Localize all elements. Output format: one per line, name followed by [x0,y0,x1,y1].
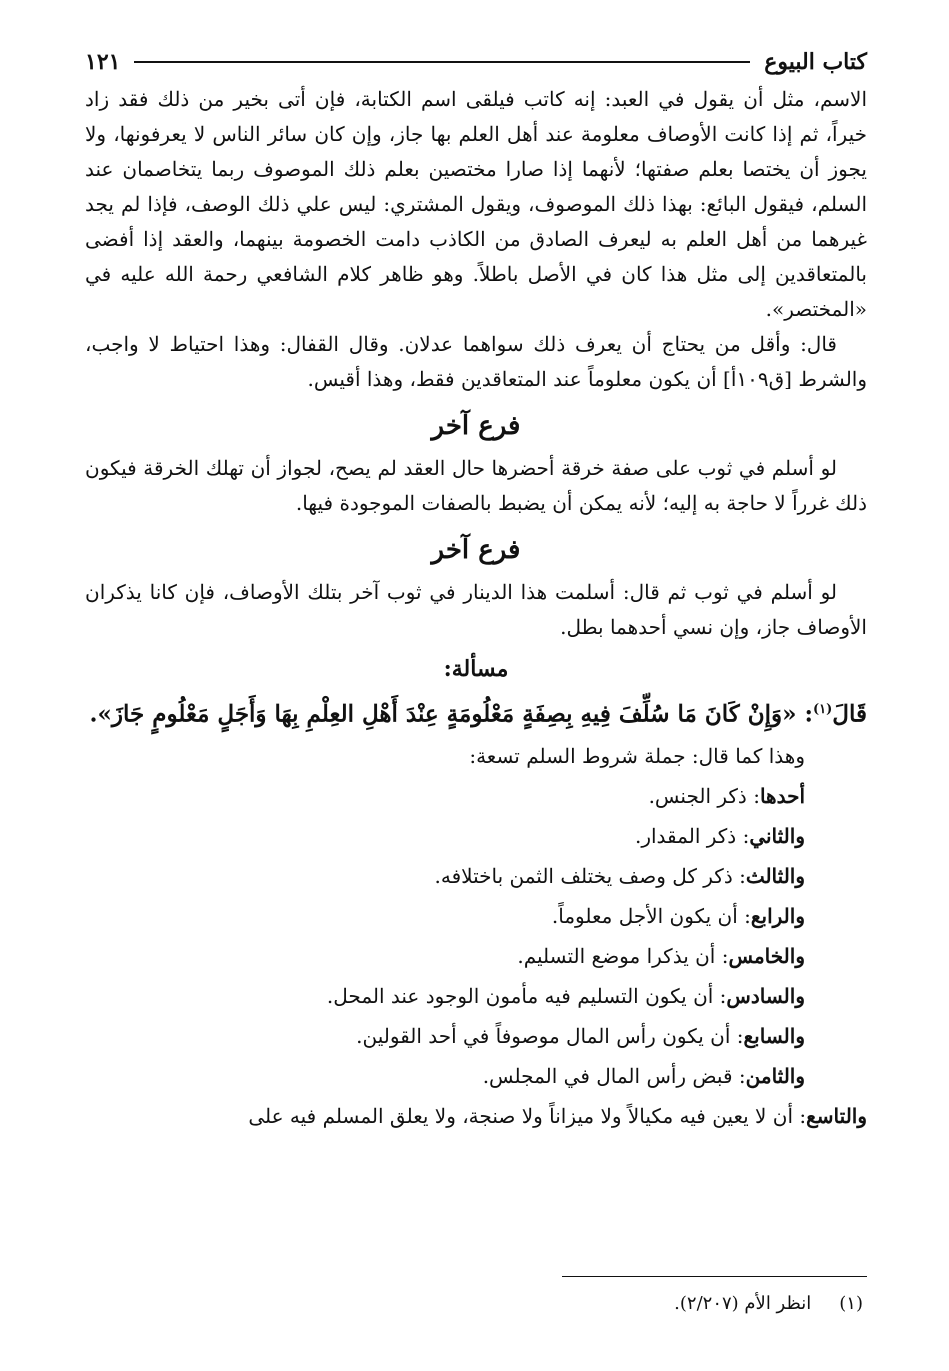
header-rule [134,61,750,63]
footnote-text: انظر الأم (٢/٢٠٧). [674,1293,812,1314]
condition-item-4 [85,896,867,936]
branch-2-title: فرع آخر [431,535,521,565]
condition-text: : أن يكون رأس المال موصوفاً في أحد القولين. [356,1023,744,1048]
condition-item-3 [85,856,867,896]
condition-item-7 [85,1016,867,1056]
condition-term: والثامن [745,1063,805,1088]
condition-text: : أن يكون الأجل معلوماً. [551,903,751,928]
footnote-marker: (١) [812,702,833,717]
page-body [85,42,867,1136]
conditions-list [85,776,867,1136]
condition-term: والسادس [726,983,805,1008]
page-number: ١٢١ [85,49,121,75]
footnote [674,1290,863,1318]
footnote-rule [562,1276,867,1277]
paragraph-2: قال: وأقل من يحتاج أن يعرف ذلك سواهما عدلان. وقال القفال: وهذا احتياط لا واجب، والشرط [ق١٠٩أ] أن يكون معلوماً عند المتعاقدين فقط، وهذا أقيس. [85,332,867,391]
condition-term: أحدها [759,783,805,808]
condition-item-5 [85,936,867,976]
condition-term: والرابع [750,903,805,928]
matn-text: : «وَإِنْ كَانَ مَا سُلِّفَ فِيهِ بِصِفَةٍ مَعْلُومَةٍ عِنْدَ أَهْلِ العِلْمِ بِهَا وَأَجَلٍ مَعْلُومٍ جَازَ». [89,700,813,728]
condition-text: : قبض رأس المال في المجلس. [482,1063,746,1088]
branch-1-title: فرع آخر [431,411,521,441]
issue-title: مسألة: [443,656,509,682]
condition-item-9 [85,1096,867,1136]
condition-text: : ذكر الجنس. [648,783,760,808]
matn-qal: قَالَ [832,700,867,728]
condition-term: والتاسع [806,1103,867,1128]
paragraph-1: الاسم، مثل أن يقول في العبد: إنه كاتب فيلقى اسم الكتابة، فإن أتى بخير من ذلك فقد زاد خيراً، ثم إذا كانت الأوصاف معلومة عند أهل العلم بها جاز، وإن كان سائر الناس لا يعرفونها، ولا يجوز أن يختصا بعلم صفتها؛ لأنهما إذا صارا مختصين بعلم ذلك الموصوف ربما يتخاصمان عند السلم، فيقول البائع: بهذا ذلك الموصوف، ويقول المشتري: ليس علي ذلك الوصف، فإذا لم يجد غيرهما من أهل العلم به ليعرف الصادق من الكاذب دامت الخصومة بينهما، والعقد إذا أفضى بالمتعاقدين إلى مثل هذا كان في الأصل باطلاً. وهو ظاهر كلام الشافعي رحمة الله عليه في «المختصر». [85,87,867,321]
footnote-number: (١) [839,1293,863,1314]
branch-1-text: لو أسلم في ثوب على صفة خرقة أحضرها حال العقد لم يصح، لجواز أن تهلك الخرقة فيكون ذلك غرراً لا حاجة به إليه؛ لأنه يمكن أن يضبط بالصفات الموجودة فيها. [85,456,867,515]
condition-text: : أن لا يعين فيه مكيالاً ولا ميزاناً ولا صنجة، ولا يعلق المسلم فيه على [248,1103,807,1128]
condition-text: : ذكر المقدار. [634,823,750,848]
condition-text: : أن يكون التسليم فيه مأمون الوجود عند المحل. [326,983,727,1008]
condition-item-6 [85,976,867,1016]
condition-text: : أن يذكرا موضع التسليم. [517,943,729,968]
matn-quote [85,689,867,736]
condition-term: والثالث [745,863,805,888]
condition-item-2 [85,816,867,856]
conditions-intro: وهذا كما قال: جملة شروط السلم تسعة: [469,743,805,768]
condition-term: والسابع [743,1023,805,1048]
book-title: كتاب البيوع [764,49,867,75]
condition-term: والخامس [728,943,805,968]
condition-text: : ذكر كل وصف يختلف الثمن باختلافه. [434,863,746,888]
running-head [85,42,867,82]
condition-item-8 [85,1056,867,1096]
branch-2-text: لو أسلم في ثوب ثم قال: أسلمت هذا الدينار في ثوب آخر بتلك الأوصاف، فإن كانا يذكران الأوصاف جاز، وإن نسي أحدهما بطل. [85,580,867,639]
condition-term: والثاني [749,823,805,848]
condition-item-1 [85,776,867,816]
